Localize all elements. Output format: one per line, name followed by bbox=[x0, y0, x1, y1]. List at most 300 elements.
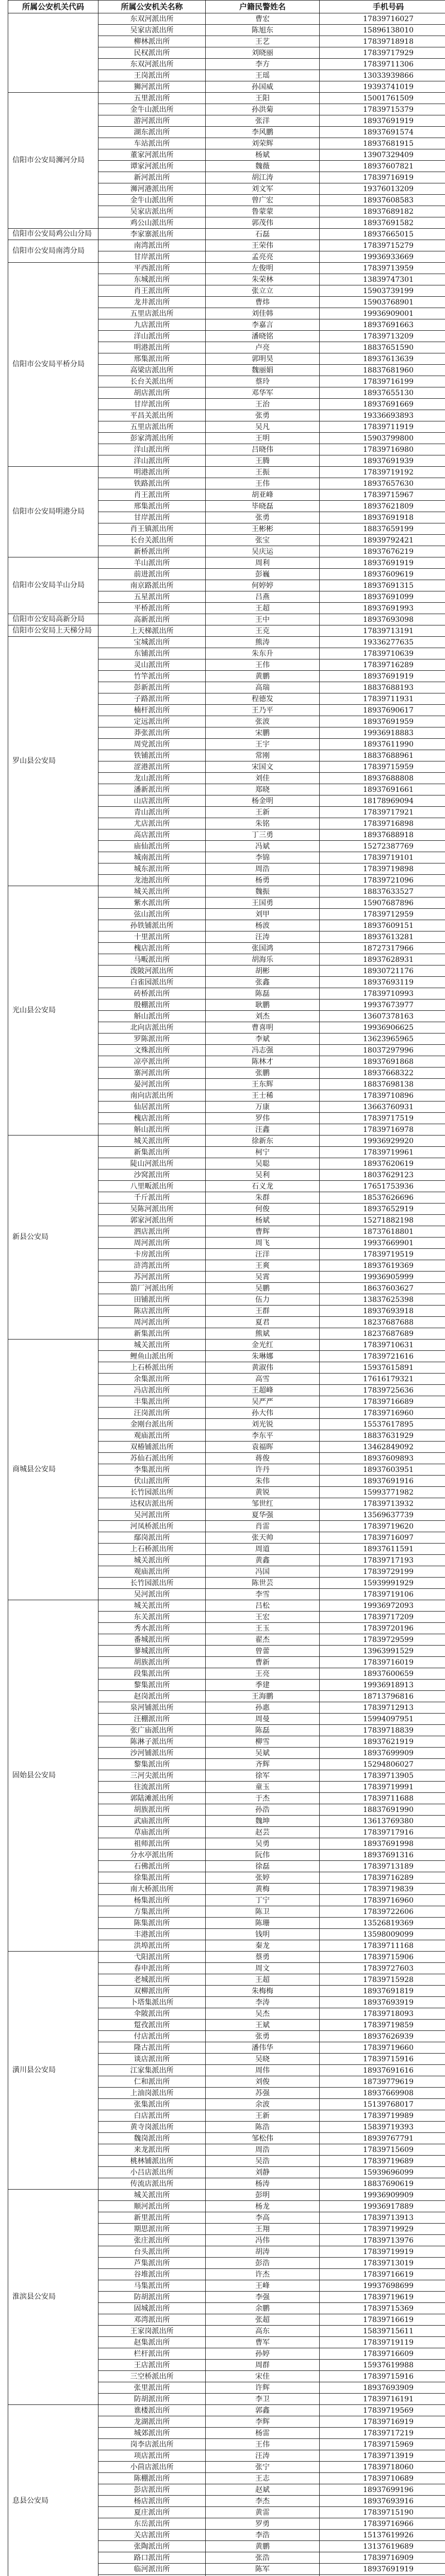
org-cell: 信阳市公安局南湾分局 bbox=[8, 240, 98, 263]
officer-name-cell: 吴斌 bbox=[206, 1748, 320, 1759]
station-cell: 张庄派出所 bbox=[98, 2235, 206, 2246]
station-cell: 肖王派出所 bbox=[98, 489, 206, 501]
phone-cell: 18837631929 bbox=[320, 1430, 445, 1442]
officer-name-cell: 王伟 bbox=[206, 659, 320, 671]
phone-cell: 19336693893 bbox=[320, 410, 445, 421]
station-cell: 南京路派出所 bbox=[98, 580, 206, 591]
phone-cell: 18937691919 bbox=[320, 671, 445, 682]
phone-cell: 17839716097 bbox=[320, 1532, 445, 1544]
station-cell: 洋山派出所 bbox=[98, 455, 206, 467]
station-cell: 定远派出所 bbox=[98, 716, 206, 727]
officer-name-cell: 朱琳娜 bbox=[206, 1351, 320, 1362]
officer-name-cell: 朱铭 bbox=[206, 818, 320, 829]
officer-name-cell: 吴聪 bbox=[206, 1158, 320, 1170]
station-cell: 五星派出所 bbox=[98, 591, 206, 603]
officer-name-cell: 郭明昊 bbox=[206, 353, 320, 365]
station-cell: 上石桥派出所 bbox=[98, 1362, 206, 1374]
station-cell: 冯店派出所 bbox=[98, 1385, 206, 1396]
phone-cell: 18937613639 bbox=[320, 353, 445, 365]
officer-name-cell: 陈磊 bbox=[206, 1725, 320, 1736]
header-org-code: 所属公安机关代码 bbox=[8, 1, 98, 13]
station-cell: 白雀园派出所 bbox=[98, 977, 206, 988]
table-row bbox=[8, 1952, 445, 1963]
phone-cell: 19937669901 bbox=[320, 1238, 445, 1249]
officer-name-cell: 于杰 bbox=[206, 1793, 320, 1804]
station-cell: 肖王派出所 bbox=[98, 285, 206, 297]
phone-cell: 18937691582 bbox=[320, 217, 445, 229]
phone-cell: 17839716919 bbox=[320, 172, 445, 183]
phone-cell: 17839715959 bbox=[320, 761, 445, 773]
phone-cell: 13462849092 bbox=[320, 1442, 445, 1453]
phone-cell: 17839717519 bbox=[320, 1113, 445, 1124]
phone-cell: 18937668322 bbox=[320, 1067, 445, 1079]
officer-name-cell: 郭茂伟 bbox=[206, 217, 320, 229]
phone-cell: 19936933669 bbox=[320, 251, 445, 263]
officer-name-cell: 张勇 bbox=[206, 410, 320, 421]
station-cell: 三空桥派出所 bbox=[98, 2371, 206, 2382]
phone-cell: 19936929920 bbox=[320, 1136, 445, 1147]
phone-cell: 15839715611 bbox=[320, 2326, 445, 2337]
phone-cell: 18037297996 bbox=[320, 1045, 445, 1056]
phone-cell: 17839715969 bbox=[320, 2439, 445, 2450]
station-cell: 路口派出所 bbox=[98, 2552, 206, 2564]
phone-cell: 17839716919 bbox=[320, 2416, 445, 2428]
station-cell: 东铺派出所 bbox=[98, 648, 206, 659]
org-cell: 息县公安局 bbox=[8, 2405, 98, 2576]
station-cell: 汪岗派出所 bbox=[98, 1408, 206, 1419]
station-cell: 长台关派出所 bbox=[98, 535, 206, 546]
station-cell: 段集派出所 bbox=[98, 1668, 206, 1680]
phone-cell: 18937691918 bbox=[320, 512, 445, 523]
station-cell: 观庙派出所 bbox=[98, 1566, 206, 1578]
officer-name-cell: 杨波 bbox=[206, 920, 320, 931]
phone-cell: 17839713191 bbox=[320, 625, 445, 637]
officer-name-cell: 曹宏 bbox=[206, 13, 320, 25]
station-cell: 凉亭派出所 bbox=[98, 1056, 206, 1067]
phone-cell: 17839715190 bbox=[320, 2507, 445, 2518]
station-cell: 仙居派出所 bbox=[98, 1101, 206, 1113]
officer-name-cell: 杨龙 bbox=[206, 2201, 320, 2212]
org-cell: 商城县公安局 bbox=[8, 1340, 98, 1600]
station-cell: 杨集派出所 bbox=[98, 1895, 206, 1906]
phone-cell: 17839719929 bbox=[320, 2224, 445, 2235]
phone-cell: 18727317966 bbox=[320, 943, 445, 954]
phone-cell: 18937611591 bbox=[320, 1544, 445, 1555]
station-cell: 城关派出所 bbox=[98, 1600, 206, 1612]
table-row bbox=[8, 467, 445, 478]
officer-name-cell: 冯志强 bbox=[206, 1045, 320, 1056]
phone-cell: 15939991929 bbox=[320, 1578, 445, 1589]
station-cell: 竹竿派出所 bbox=[98, 671, 206, 682]
station-cell: 东城派出所 bbox=[98, 274, 206, 285]
station-cell: 邢集派出所 bbox=[98, 353, 206, 365]
officer-name-cell: 周道 bbox=[206, 1544, 320, 1555]
phone-cell: 18937665015 bbox=[320, 229, 445, 240]
officer-name-cell: 陈林才 bbox=[206, 1056, 320, 1067]
officer-name-cell: 曾广宏 bbox=[206, 195, 320, 206]
phone-cell: 17839721616 bbox=[320, 1351, 445, 1362]
phone-cell: 18937691919 bbox=[320, 115, 445, 127]
phone-cell: 18713796816 bbox=[320, 1691, 445, 1702]
officer-name-cell: 王新 bbox=[206, 807, 320, 818]
phone-cell: 13963991529 bbox=[320, 1646, 445, 1657]
officer-name-cell: 石义龙 bbox=[206, 1181, 320, 1192]
phone-cell: 18937693119 bbox=[320, 977, 445, 988]
officer-name-cell: 吴凡 bbox=[206, 421, 320, 433]
officer-name-cell: 赵芸 bbox=[206, 1827, 320, 1838]
station-cell: 斛山派出所 bbox=[98, 1011, 206, 1022]
table-row bbox=[8, 614, 445, 625]
officer-name-cell: 季建 bbox=[206, 1680, 320, 1691]
phone-cell: 17839715967 bbox=[320, 489, 445, 501]
officer-name-cell: 吴浩 bbox=[206, 2156, 320, 2167]
officer-name-cell: 彭明 bbox=[206, 2190, 320, 2201]
officer-name-cell: 王腾 bbox=[206, 455, 320, 467]
officer-name-cell: 王瑶 bbox=[206, 70, 320, 81]
station-cell: 卜塔集派出所 bbox=[98, 1997, 206, 2008]
station-cell: 千斤派出所 bbox=[98, 1192, 206, 1204]
table-row bbox=[8, 557, 445, 569]
officer-name-cell: 许杰 bbox=[206, 2269, 320, 2280]
station-cell: 武庙派出所 bbox=[98, 1816, 206, 1827]
officer-name-cell: 何婷婷 bbox=[206, 580, 320, 591]
phone-cell: 17839718093 bbox=[320, 2008, 445, 2020]
station-cell: 城南派出所 bbox=[98, 852, 206, 863]
phone-cell: 18837681960 bbox=[320, 365, 445, 376]
officer-name-cell: 黄锐 bbox=[206, 1487, 320, 1498]
phone-cell: 17839716609 bbox=[320, 2348, 445, 2360]
phone-cell: 17839719119 bbox=[320, 2337, 445, 2348]
phone-cell: 13033939866 bbox=[320, 70, 445, 81]
phone-cell: 13623965965 bbox=[320, 1033, 445, 1045]
officer-name-cell: 孙国威 bbox=[206, 81, 320, 93]
officer-name-cell: 汪鑫 bbox=[206, 1124, 320, 1136]
officer-name-cell: 王宏 bbox=[206, 1612, 320, 1623]
station-cell: 项店派出所 bbox=[98, 2450, 206, 2462]
station-cell: 上石桥派出所 bbox=[98, 1544, 206, 1555]
station-cell: 文殊派出所 bbox=[98, 1045, 206, 1056]
phone-cell: 18937609151 bbox=[320, 920, 445, 931]
phone-cell: 18237687689 bbox=[320, 1328, 445, 1340]
station-cell: 城关派出所 bbox=[98, 886, 206, 897]
officer-name-cell: 王治 bbox=[206, 399, 320, 410]
officer-name-cell: 李浩 bbox=[206, 2530, 320, 2541]
phone-cell: 15896138010 bbox=[320, 25, 445, 36]
table-row bbox=[8, 240, 445, 251]
table-row bbox=[8, 886, 445, 897]
phone-cell: 13137619689 bbox=[320, 2541, 445, 2552]
officer-name-cell: 刘佳 bbox=[206, 773, 320, 784]
phone-cell: 15271882198 bbox=[320, 1215, 445, 1226]
station-cell: 王岗派出所 bbox=[98, 70, 206, 81]
phone-cell: 18937693909 bbox=[320, 2382, 445, 2394]
station-cell: 赵集派出所 bbox=[98, 2337, 206, 2348]
station-cell: 城关派出所 bbox=[98, 1340, 206, 1351]
officer-name-cell: 刘甲 bbox=[206, 909, 320, 920]
phone-cell: 15839719393 bbox=[320, 2122, 445, 2133]
phone-cell: 17839727603 bbox=[320, 1963, 445, 1974]
officer-name-cell: 李斌 bbox=[206, 1033, 320, 1045]
station-cell: 十里派出所 bbox=[98, 931, 206, 943]
officer-name-cell: 邹世红 bbox=[206, 1498, 320, 1510]
phone-cell: 15903768901 bbox=[320, 297, 445, 308]
station-cell: 五里店派出所 bbox=[98, 308, 206, 319]
officer-name-cell: 左俊明 bbox=[206, 263, 320, 274]
phone-cell: 17839716980 bbox=[320, 444, 445, 455]
station-cell: 临河派出所 bbox=[98, 2564, 206, 2575]
phone-cell: 18937691868 bbox=[320, 1056, 445, 1067]
officer-name-cell: 曹新 bbox=[206, 1657, 320, 1668]
station-cell: 浉河港派出所 bbox=[98, 183, 206, 195]
phone-cell: 15937615891 bbox=[320, 1362, 445, 1374]
phone-cell: 17839713932 bbox=[320, 1498, 445, 1510]
phone-cell: 17839719106 bbox=[320, 1589, 445, 1600]
station-cell: 栏杆派出所 bbox=[98, 2348, 206, 2360]
officer-name-cell: 王振 bbox=[206, 467, 320, 478]
phone-cell: 17839710689 bbox=[320, 2473, 445, 2484]
station-cell: 马集派出所 bbox=[98, 2280, 206, 2292]
phone-cell: 18937609619 bbox=[320, 569, 445, 580]
phone-cell: 19936905999 bbox=[320, 1272, 445, 1283]
officer-name-cell: 程德发 bbox=[206, 693, 320, 705]
officer-name-cell: 刘文军 bbox=[206, 183, 320, 195]
officer-name-cell: 王阳 bbox=[206, 93, 320, 104]
phone-cell: 18937693919 bbox=[320, 1997, 445, 2008]
phone-cell: 18937691316 bbox=[320, 1850, 445, 1861]
officer-name-cell: 吴晓 bbox=[206, 2054, 320, 2065]
station-cell: 东双河派出所 bbox=[98, 59, 206, 70]
officer-name-cell: 王荣伟 bbox=[206, 240, 320, 251]
phone-cell: 17839713919 bbox=[320, 2450, 445, 2462]
station-cell: 南向店派出所 bbox=[98, 1090, 206, 1101]
phone-cell: 18937609893 bbox=[320, 1453, 445, 1464]
officer-name-cell: 宋佳 bbox=[206, 2371, 320, 2382]
officer-name-cell: 王超 bbox=[206, 1974, 320, 1986]
officer-name-cell: 周文 bbox=[206, 1963, 320, 1974]
officer-name-cell: 杨勇 bbox=[206, 875, 320, 886]
phone-cell: 18937691939 bbox=[320, 455, 445, 467]
phone-cell: 18937689182 bbox=[320, 206, 445, 217]
officer-name-cell: 刘荣辉 bbox=[206, 138, 320, 149]
officer-name-cell: 钱明 bbox=[206, 1929, 320, 1940]
phone-cell: 18837688193 bbox=[320, 682, 445, 693]
phone-cell: 18937652919 bbox=[320, 1204, 445, 1215]
phone-cell: 18937691099 bbox=[320, 591, 445, 603]
station-cell: 东双河派出所 bbox=[98, 13, 206, 25]
station-cell: 南大桥派出所 bbox=[98, 1884, 206, 1895]
station-cell: 陈集派出所 bbox=[98, 1918, 206, 1929]
station-cell: 谈店派出所 bbox=[98, 2054, 206, 2065]
station-cell: 沙河铺派出所 bbox=[98, 1748, 206, 1759]
officer-name-cell: 陈世芸 bbox=[206, 1578, 320, 1589]
officer-name-cell: 李风鹏 bbox=[206, 127, 320, 138]
station-cell: 防胡派出所 bbox=[98, 2292, 206, 2303]
officer-name-cell: 汪涛 bbox=[206, 2450, 320, 2462]
phone-cell: 17839716960 bbox=[320, 1895, 445, 1906]
station-cell: 城郊派出所 bbox=[98, 2428, 206, 2439]
phone-cell: 18739779619 bbox=[320, 2076, 445, 2088]
phone-cell: 17839716966 bbox=[320, 2518, 445, 2530]
officer-name-cell: 柳雪 bbox=[206, 1736, 320, 1748]
officer-name-cell: 刘静 bbox=[206, 2167, 320, 2178]
officer-name-cell: 罗勇 bbox=[206, 2518, 320, 2530]
phone-cell: 17839710993 bbox=[320, 988, 445, 999]
phone-cell: 18937691661 bbox=[320, 784, 445, 795]
officer-name-cell: 阮伟 bbox=[206, 1850, 320, 1861]
org-cell: 光山县公安局 bbox=[8, 886, 98, 1136]
officer-name-cell: 蔡勇 bbox=[206, 1952, 320, 1963]
phone-cell: 17839717193 bbox=[320, 1555, 445, 1566]
officer-name-cell: 张勇 bbox=[206, 512, 320, 523]
station-cell: 浒湾派出所 bbox=[98, 1260, 206, 1272]
station-cell: 张陶派出所 bbox=[98, 2541, 206, 2552]
officer-name-cell: 周利 bbox=[206, 557, 320, 569]
station-cell: 期思派出所 bbox=[98, 2224, 206, 2235]
officer-name-cell: 黄鹏 bbox=[206, 2541, 320, 2552]
station-cell: 高梁店派出所 bbox=[98, 365, 206, 376]
officer-name-cell: 周群 bbox=[206, 2360, 320, 2371]
phone-cell: 18937688918 bbox=[320, 829, 445, 841]
phone-cell: 18937691315 bbox=[320, 580, 445, 591]
station-cell: 子路派出所 bbox=[98, 693, 206, 705]
station-cell: 伏山派出所 bbox=[98, 1476, 206, 1487]
table-row bbox=[8, 13, 445, 25]
officer-name-cell: 汪洋 bbox=[206, 1249, 320, 1260]
table-row bbox=[8, 1340, 445, 1351]
station-cell: 沙窝派出所 bbox=[98, 1170, 206, 1181]
station-cell: 魏岗派出所 bbox=[98, 2133, 206, 2144]
officer-name-cell: 周浩 bbox=[206, 2144, 320, 2156]
officer-name-cell: 陈浩 bbox=[206, 2122, 320, 2133]
station-cell: 仁和派出所 bbox=[98, 2076, 206, 2088]
phone-cell: 18637603627 bbox=[320, 1283, 445, 1294]
station-cell: 箭厂河派出所 bbox=[98, 1283, 206, 1294]
table-row bbox=[8, 625, 445, 637]
station-cell: 黎集派出所 bbox=[98, 1680, 206, 1691]
station-cell: 胡族派出所 bbox=[98, 1804, 206, 1816]
officer-name-cell: 李雪 bbox=[206, 1589, 320, 1600]
station-cell: 张里派出所 bbox=[98, 2382, 206, 2394]
phone-cell: 17839715906 bbox=[320, 1952, 445, 1963]
officer-name-cell: 许辉 bbox=[206, 2382, 320, 2394]
phone-cell: 15294806027 bbox=[320, 1759, 445, 1770]
station-cell: 上油岗派出所 bbox=[98, 2088, 206, 2099]
officer-name-cell: 吴霄 bbox=[206, 1272, 320, 1283]
phone-cell: 18937611990 bbox=[320, 739, 445, 750]
table-row bbox=[8, 637, 445, 648]
officer-name-cell: 罗伟 bbox=[206, 1113, 320, 1124]
officer-name-cell: 魏丽娟 bbox=[206, 365, 320, 376]
officer-name-cell: 秦龙 bbox=[206, 1940, 320, 1952]
officer-name-cell: 朱梅梅 bbox=[206, 1986, 320, 1997]
phone-cell: 17839717916 bbox=[320, 1827, 445, 1838]
org-cell: 信阳市公安局上天梯分局 bbox=[8, 625, 98, 637]
phone-cell: 17839719859 bbox=[320, 2020, 445, 2031]
phone-cell: 17839719839 bbox=[320, 1884, 445, 1895]
phone-cell: 17839713913 bbox=[320, 2212, 445, 2224]
station-cell: 王店派出所 bbox=[98, 2360, 206, 2371]
officer-name-cell: 徐军 bbox=[206, 1770, 320, 1782]
station-cell: 甘岸派出所 bbox=[98, 399, 206, 410]
station-cell: 槐店派出所 bbox=[98, 1113, 206, 1124]
officer-name-cell: 丁三勇 bbox=[206, 829, 320, 841]
officer-name-cell: 余鹏 bbox=[206, 2303, 320, 2314]
phone-cell: 19936918913 bbox=[320, 1680, 445, 1691]
table-row bbox=[8, 2405, 445, 2416]
station-cell: 胡店派出所 bbox=[98, 387, 206, 399]
station-cell: 伞陂派出所 bbox=[98, 2008, 206, 2020]
station-cell: 胡族派出所 bbox=[98, 1657, 206, 1668]
station-cell: 谷堆派出所 bbox=[98, 2269, 206, 2280]
officer-name-cell: 彭浩 bbox=[206, 2258, 320, 2269]
officer-name-cell: 杨涛 bbox=[206, 2178, 320, 2190]
officer-name-cell: 刘杰 bbox=[206, 1011, 320, 1022]
officer-name-cell: 王克 bbox=[206, 625, 320, 637]
station-cell: 龙池派出所 bbox=[98, 875, 206, 886]
station-cell: 丰集派出所 bbox=[98, 1396, 206, 1408]
station-cell: 八里畈派出所 bbox=[98, 1181, 206, 1192]
station-cell: 上天梯派出所 bbox=[98, 625, 206, 637]
phone-cell: 18937621919 bbox=[320, 1736, 445, 1748]
phone-cell: 17839716909 bbox=[320, 2552, 445, 2564]
station-cell: 彭新派出所 bbox=[98, 682, 206, 693]
phone-cell: 18937691959 bbox=[320, 716, 445, 727]
station-cell: 分水亭派出所 bbox=[98, 1850, 206, 1861]
phone-cell: 18937613281 bbox=[320, 931, 445, 943]
phone-cell: 17839729199 bbox=[320, 1566, 445, 1578]
station-cell: 湖东派出所 bbox=[98, 127, 206, 138]
phone-cell: 18937600659 bbox=[320, 1668, 445, 1680]
phone-cell: 17839719660 bbox=[320, 2042, 445, 2054]
station-cell: 陈棚派出所 bbox=[98, 2473, 206, 2484]
station-cell: 祖师派出所 bbox=[98, 1838, 206, 1850]
phone-cell: 19936909909 bbox=[320, 2190, 445, 2201]
officer-name-cell: 王明 bbox=[206, 433, 320, 444]
officer-name-cell: 熊涛 bbox=[206, 637, 320, 648]
officer-name-cell: 曹炜 bbox=[206, 297, 320, 308]
station-cell: 赵岗派出所 bbox=[98, 1691, 206, 1702]
officer-name-cell: 陈磊 bbox=[206, 988, 320, 999]
phone-cell: 18937619369 bbox=[320, 1260, 445, 1272]
officer-name-cell: 周曼 bbox=[206, 1714, 320, 1725]
station-cell: 三河尖派出所 bbox=[98, 1770, 206, 1782]
phone-cell: 18937655130 bbox=[320, 387, 445, 399]
station-cell: 平昌关派出所 bbox=[98, 410, 206, 421]
officer-name-cell: 王乃平 bbox=[206, 705, 320, 716]
phone-cell: 17839716978 bbox=[320, 1124, 445, 1136]
phone-cell: 17839716289 bbox=[320, 1872, 445, 1884]
phone-cell: 17839719961 bbox=[320, 1147, 445, 1158]
phone-cell: 17839711919 bbox=[320, 421, 445, 433]
phone-cell: 17616179321 bbox=[320, 1374, 445, 1385]
phone-cell: 17839719991 bbox=[320, 1782, 445, 1793]
officer-name-cell: 李涛 bbox=[206, 1997, 320, 2008]
phone-cell: 17839713019 bbox=[320, 2258, 445, 2269]
org-cell: 新县公安局 bbox=[8, 1136, 98, 1340]
officer-name-cell: 袁福晖 bbox=[206, 1442, 320, 1453]
station-cell: 城关派出所 bbox=[98, 1555, 206, 1566]
station-cell: 吴家店派出所 bbox=[98, 25, 206, 36]
station-cell: 徐集派出所 bbox=[98, 1872, 206, 1884]
station-cell: 番城派出所 bbox=[98, 1634, 206, 1646]
phone-cell: 17839722606 bbox=[320, 1906, 445, 1918]
phone-cell: 17839717219 bbox=[320, 2428, 445, 2439]
officer-name-cell: 邹松伟 bbox=[206, 2133, 320, 2144]
phone-cell: 13837625398 bbox=[320, 1294, 445, 1306]
officer-name-cell: 柯宁 bbox=[206, 1147, 320, 1158]
officer-name-cell: 丁宁 bbox=[206, 1895, 320, 1906]
station-cell: 金刚台派出所 bbox=[98, 1419, 206, 1430]
